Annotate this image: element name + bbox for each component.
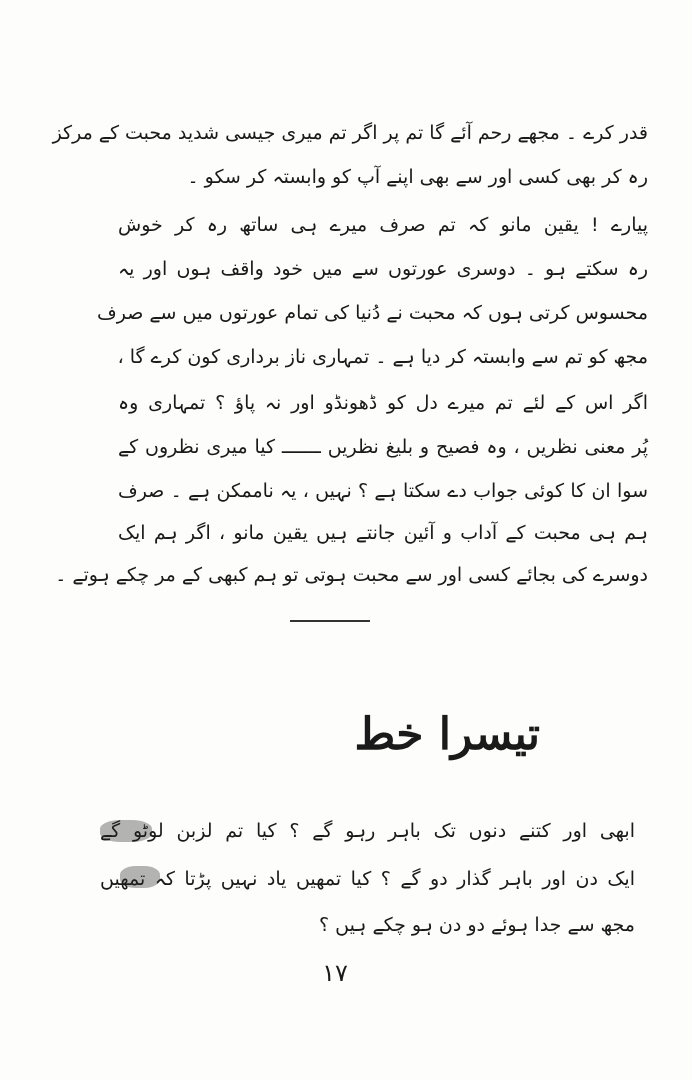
section-divider (290, 620, 370, 622)
text-line: رہ کر بھی کسی اور سے بھی اپنے آپ کو وابستہ کر سکو ۔ (187, 166, 648, 188)
lower-paragraph (100, 808, 635, 958)
upper-paragraph (52, 112, 648, 592)
text-line: قدر کرے ۔ مجھے رحم آئے گا تم پر اگر تم میری جیسی شدید محبت کے مرکز (52, 122, 648, 144)
text-line: سوا ان کا کوئی جواب دے سکتا ہے ؟ نہیں ، یہ ناممکن ہے ۔ صرف (118, 480, 648, 502)
ink-smudge (100, 820, 152, 842)
text-line: اگر اس کے لئے تم میرے دل کو ڈھونڈو اور نہ پاؤ ؟ تمہاری وہ (118, 392, 648, 414)
text-line: مجھ سے جدا ہوئے دو دن ہو چکے ہیں ؟ (318, 914, 635, 936)
text-line: ایک دن اور باہر گذار دو گے ؟ کیا تمھیں یاد نہیں پڑتا کہ تمھیں (100, 868, 635, 890)
text-line: مجھ کو تم سے وابستہ کر دیا ہے ۔ تمہاری ناز برداری کون کرے گا ، (117, 346, 648, 368)
text-line: پیارے ! یقین مانو کہ تم صرف میرے ہی ساتھ رہ کر خوش (118, 214, 648, 236)
ink-smudge (120, 866, 160, 888)
text-line: دوسرے کی بجائے کسی اور سے محبت ہوتی تو ہم کبھی کے مر چکے ہوتے ۔ (55, 564, 648, 586)
text-line: محسوس کرتی ہوں کہ محبت نے دُنیا کی تمام عورتوں میں سے صرف (97, 302, 648, 324)
text-line: رہ سکتے ہو ۔ دوسری عورتوں سے میں خود واقف ہوں اور یہ (118, 258, 648, 280)
page-number: ۱۷ (322, 959, 348, 987)
text-line: ابھی اور کتنے دنوں تک باہر رہو گے ؟ کیا تم لزبن لوٹو گے (100, 820, 635, 842)
text-line: پُر معنی نظریں ، وہ فصیح و بلیغ نظریں ـــــــ کیا میری نظروں کے (118, 436, 648, 458)
text-line: ہم ہی محبت کے آداب و آئین جانتے ہیں یقین مانو ، اگر ہم ایک (118, 522, 648, 544)
chapter-heading: تیسرا خط (354, 709, 540, 760)
